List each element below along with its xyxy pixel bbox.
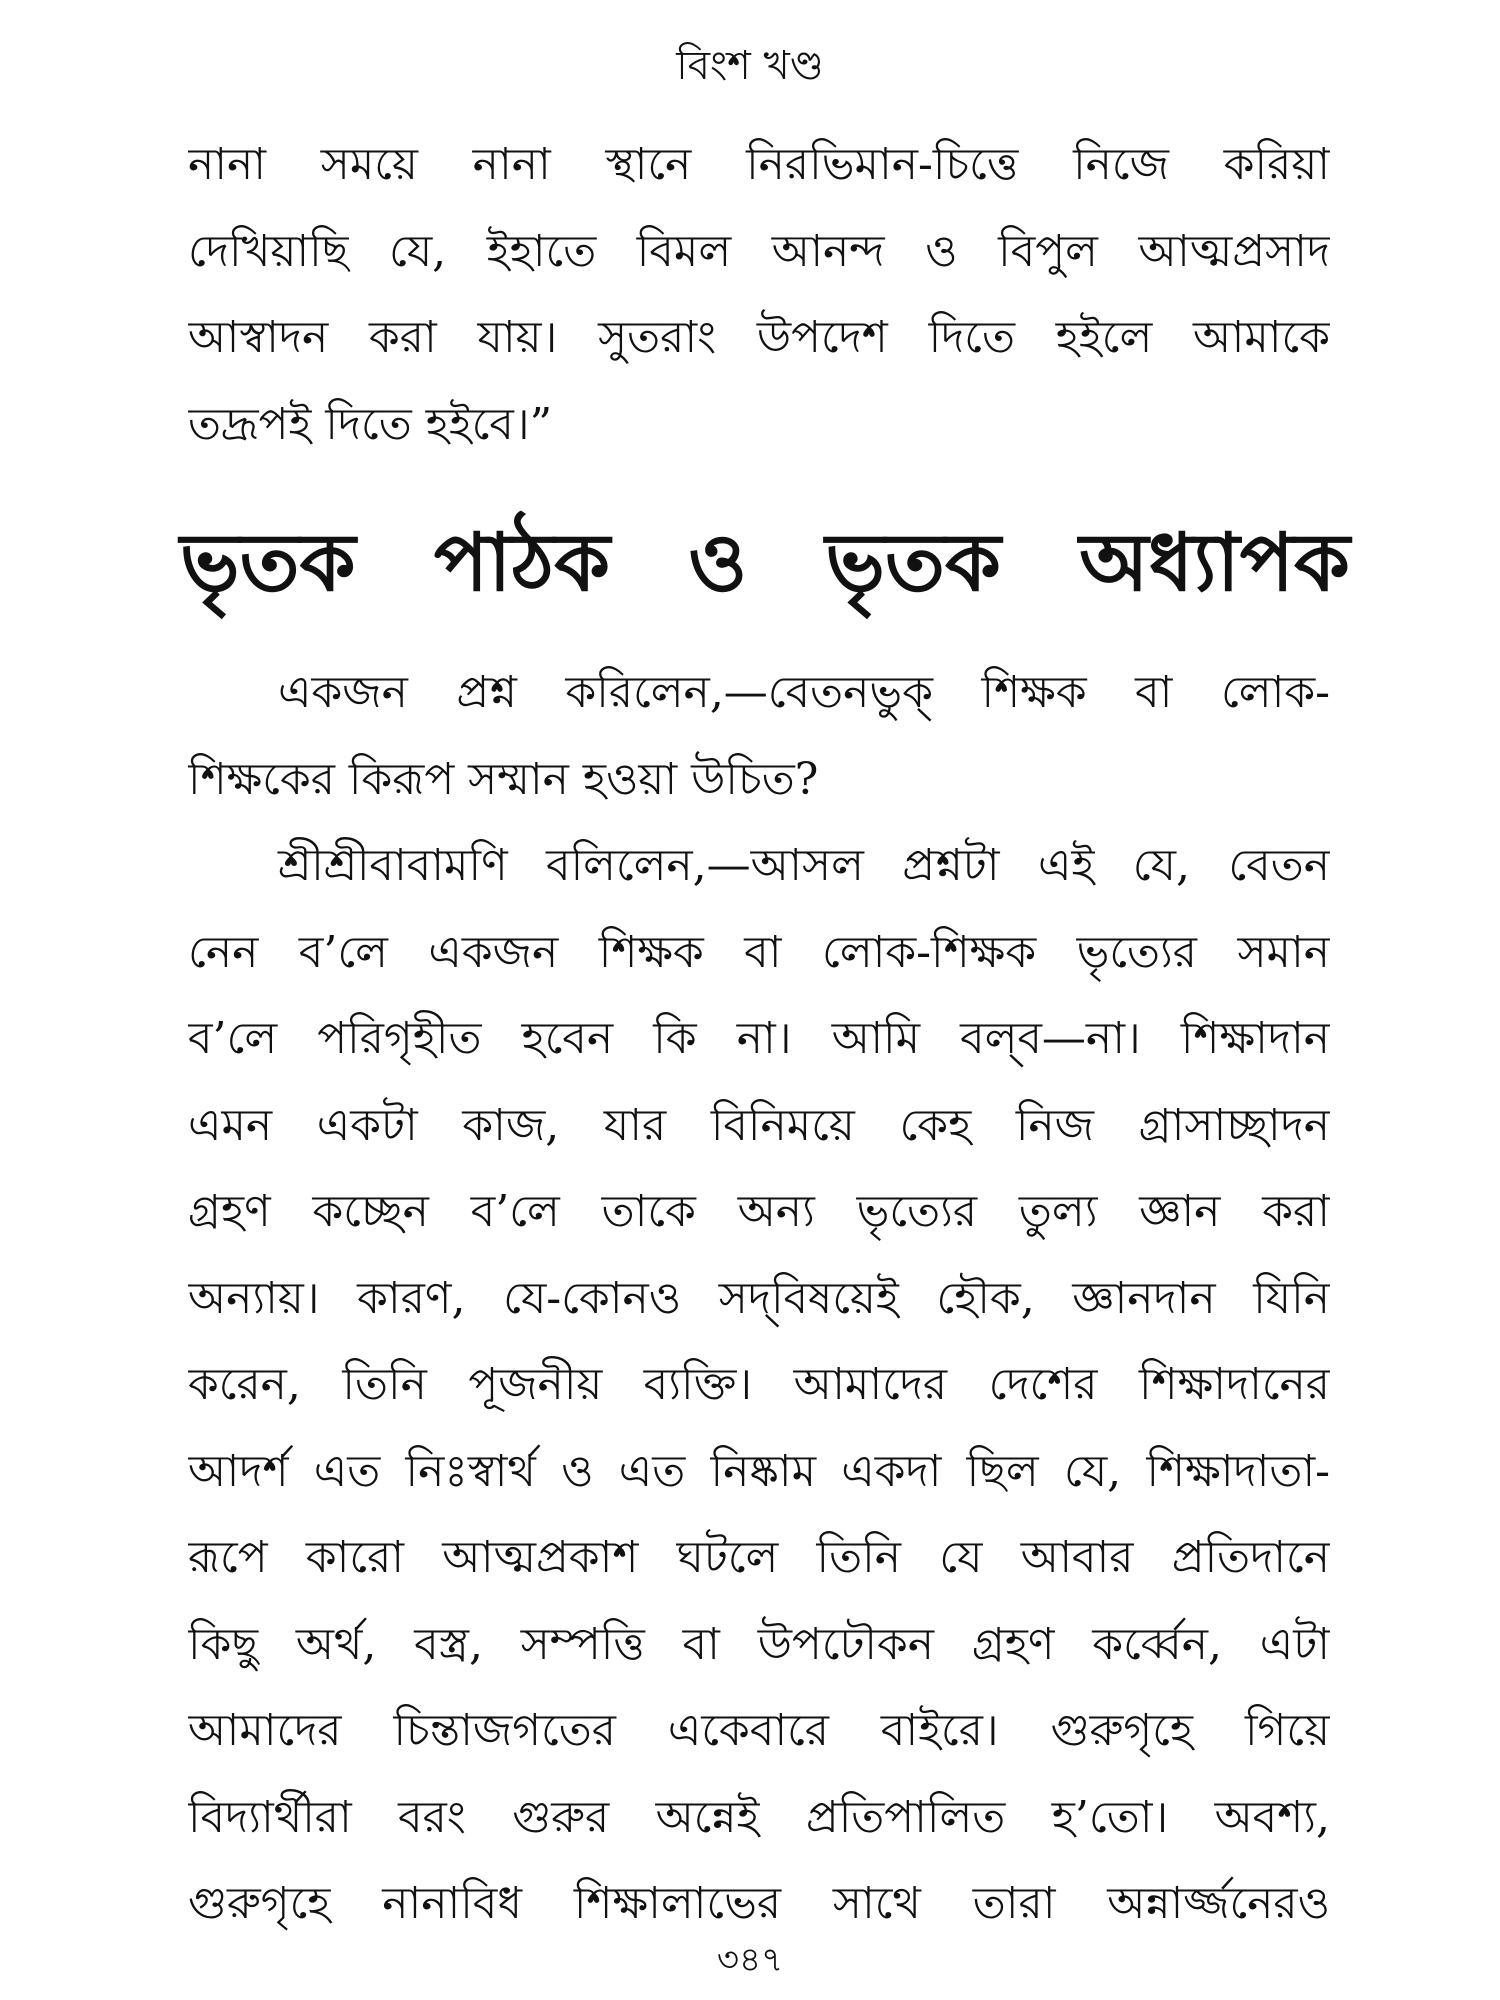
text-line: রূপে কারো আত্মপ্রকাশ ঘটলে তিনি যে আবার প্রতিদানে — [188, 1532, 1330, 1583]
text-line: করেন, তিনি পূজনীয় ব্যক্তি। আমাদের দেশের শিক্ষাদানের — [188, 1359, 1330, 1410]
text-line: এমন একটা কাজ, যার বিনিময়ে কেহ নিজ গ্রাসাচ্ছাদন — [188, 1099, 1330, 1151]
intro-paragraph — [188, 122, 1330, 468]
section-title: ভৃতক পাঠক ও ভৃতক অধ্যাপক — [180, 516, 1350, 609]
text-line: আমাদের চিন্তাজগতের একেবারে বাইরে। গুরুগৃহে গিয়ে — [188, 1705, 1330, 1756]
text-line: আদর্শ এত নিঃস্বার্থ ও এত নিষ্কাম একদা ছিল যে, শিক্ষাদাতা- — [188, 1445, 1330, 1497]
text-line: দেখিয়াছি যে, ইহাতে বিমল আনন্দ ও বিপুল আত্মপ্রসাদ — [188, 225, 1330, 277]
text-line: একজন প্রশ্ন করিলেন,—বেতনভুক্ শিক্ষক বা লোক- — [278, 667, 1330, 718]
page-number: ৩৪৭ — [716, 1940, 784, 1980]
text-line: নানা সময়ে নানা স্থানে নিরভিমান-চিত্তে নিজে করিয়া — [188, 139, 1330, 190]
text-line: নেন ব’লে একজন শিক্ষক বা লোক-শিক্ষক ভৃত্যের সমান — [188, 926, 1330, 978]
text-line: বিদ্যার্থীরা বরং গুরুর অন্নেই প্রতিপালিত হ’তো। অবশ্য, — [188, 1791, 1330, 1843]
text-line: গুরুগৃহে নানাবিধ শিক্ষালাভের সাথে তারা অন্নার্জ্জনেরও — [188, 1878, 1330, 1929]
text-line: গ্রহণ কচ্ছেন ব’লে তাকে অন্য ভৃত্যের তুল্য জ্ঞান করা — [188, 1186, 1330, 1237]
text-line: কিছু অর্থ, বস্ত্র, সম্পত্তি বা উপঢৌকন গ্রহণ কর্ব্বেন, এটা — [188, 1618, 1330, 1670]
text-line: আস্বাদন করা যায়। সুতরাং উপদেশ দিতে হইলে আমাকে — [188, 312, 1330, 363]
text-line: তদ্রূপই দিতে হইবে।” — [188, 398, 553, 450]
text-line: শিক্ষকের কিরূপ সম্মান হওয়া উচিত? — [188, 753, 819, 805]
text-line: শ্রীশ্রীবাবামণি বলিলেন,—আসল প্রশ্নটা এই যে, বেতন — [278, 840, 1330, 891]
running-header: বিংশ খণ্ড — [676, 43, 824, 89]
text-line: ব’লে পরিগৃহীত হবেন কি না। আমি বল্‌ব—না। শিক্ষাদান — [188, 1013, 1330, 1064]
text-line: অন্যায়। কারণ, যে-কোনও সদ্‌বিষয়েই হৌক, জ্ঞানদান যিনি — [188, 1272, 1330, 1324]
body-paragraphs — [188, 650, 1330, 1948]
